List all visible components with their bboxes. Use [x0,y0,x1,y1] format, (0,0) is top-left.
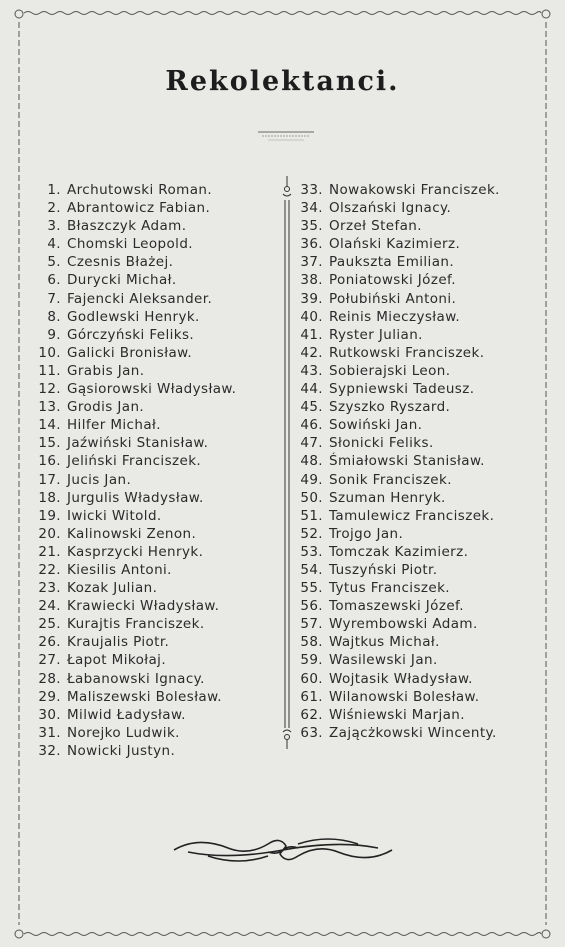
list-item [298,290,500,308]
entry-number: 33. [300,182,323,198]
entry-name: Wilanowski Bolesław. [329,688,480,705]
list-item [298,670,500,688]
list-item [34,235,236,253]
column-divider [280,176,294,751]
title-underline [258,129,314,143]
entry-number: 37. [300,254,323,271]
entry-name: Jurgulis Władysław. [67,489,204,506]
entry-number: 5. [47,254,61,271]
list-item [298,217,500,235]
list-item [34,290,236,308]
list-item [298,362,500,380]
entry-number: 17. [38,471,61,488]
entry-name: Jucis Jan. [67,471,132,488]
entry-name: Kasprzycki Henryk. [67,543,204,560]
list-item [298,253,500,271]
names-column-left [34,181,236,760]
entry-name: Nowicki Justyn. [67,742,176,759]
list-item [34,579,236,597]
entry-name: Słonicki Feliks. [329,435,434,452]
list-item [298,561,500,579]
entry-number: 8. [47,308,61,325]
entry-number: 35. [300,218,323,235]
list-item [298,434,500,452]
entry-number: 53. [300,543,323,560]
entry-name: Wasilewski Jan. [329,652,438,669]
entry-number: 38. [300,272,323,289]
entry-name: Kurajtis Franciszek. [67,616,205,633]
entry-number: 46. [300,417,323,434]
entry-number: 57. [300,616,323,633]
entry-name: Tytus Franciszek. [329,580,450,597]
entry-name: Śmiałowski Stanisław. [329,453,485,470]
entry-name: Durycki Michał. [67,272,177,289]
entry-number: 28. [38,670,61,687]
list-item [34,326,236,344]
list-item [34,724,236,742]
entry-name: Milwid Ładysław. [67,706,186,723]
list-item [298,543,500,561]
list-item [34,199,236,217]
entry-name: Wyrembowski Adam. [329,616,478,633]
entry-name: Archutowski Roman. [67,182,213,198]
list-item [34,507,236,525]
list-item [34,471,236,489]
entry-name: Ryster Julian. [329,326,423,343]
entry-name: Pauksztа Emilian. [329,254,455,271]
list-item [298,471,500,489]
entry-name: Zającżkowski Wincenty. [329,724,497,741]
entry-name: Galicki Bronisław. [67,344,193,361]
entry-number: 16. [38,453,61,470]
entry-number: 44. [300,381,323,398]
list-item [34,253,236,271]
entry-name: Sobierajski Leon. [329,362,451,379]
list-item [34,615,236,633]
entry-name: Czesnis Błażej. [67,254,174,271]
entry-name: Jeliński Franciszek. [67,453,202,470]
list-item [34,633,236,651]
list-item [34,742,236,760]
entry-name: Reinis Mieczysław. [329,308,461,325]
entry-name: Grabis Jan. [67,362,145,379]
entry-name: Tomaszewski Józef. [329,598,464,615]
entry-number: 62. [300,706,323,723]
entry-number: 58. [300,634,323,651]
entry-name: Grodis Jan. [67,399,145,416]
list-item [34,597,236,615]
entry-number: 30. [38,706,61,723]
entry-number: 43. [300,362,323,379]
list-item [34,217,236,235]
entry-name: Rutkowski Franciszek. [329,344,485,361]
entry-name: Tamulewicz Franciszek. [329,507,495,524]
list-item [34,688,236,706]
list-item [298,271,500,289]
entry-name: Błaszczyk Adam. [67,218,187,235]
list-item [34,525,236,543]
entry-number: 40. [300,308,323,325]
list-item [298,507,500,525]
entry-number: 18. [38,489,61,506]
entry-name: Maliszewski Bolesław. [67,688,222,705]
list-item [298,308,500,326]
list-item [34,271,236,289]
entry-name: Łapot Mikołaj. [67,652,167,669]
list-item [298,181,500,199]
entry-number: 26. [38,634,61,651]
entry-number: 4. [47,236,61,253]
list-item [298,416,500,434]
entry-number: 55. [300,580,323,597]
list-item [34,434,236,452]
list-item [298,199,500,217]
entry-number: 32. [38,742,61,759]
list-item [298,380,500,398]
entry-number: 63. [300,724,323,741]
list-item [298,326,500,344]
list-item [298,489,500,507]
list-item [34,651,236,669]
entry-number: 47. [300,435,323,452]
entry-number: 7. [47,290,61,307]
entry-number: 19. [38,507,61,524]
names-column-right [298,181,500,742]
entry-name: Kalinowski Zenon. [67,525,197,542]
entry-name: Iwicki Witold. [67,507,162,524]
entry-number: 27. [38,652,61,669]
entry-number: 51. [300,507,323,524]
entry-number: 11. [38,362,61,379]
entry-number: 2. [47,200,61,217]
list-item [298,579,500,597]
list-item [34,452,236,470]
list-item [34,416,236,434]
entry-number: 9. [47,326,61,343]
list-item [34,561,236,579]
entry-name: Trojgo Jan. [329,525,404,542]
list-item [298,633,500,651]
entry-number: 56. [300,598,323,615]
entry-name: Fajencki Aleksander. [67,290,213,307]
entry-name: Norejko Ludwik. [67,724,180,741]
entry-name: Górczyński Feliks. [67,326,195,343]
entry-number: 6. [47,272,61,289]
entry-name: Abrantowicz Fabian. [67,200,211,217]
entry-name: Szuman Henryk. [329,489,446,506]
list-item [34,489,236,507]
entry-number: 50. [300,489,323,506]
list-item [298,706,500,724]
entry-number: 41. [300,326,323,343]
entry-number: 61. [300,688,323,705]
list-item [34,308,236,326]
list-item [298,235,500,253]
entry-number: 1. [47,182,61,198]
list-item [34,398,236,416]
list-item [298,525,500,543]
entry-number: 60. [300,670,323,687]
entry-name: Gąsiorowski Władysław. [67,381,237,398]
entry-name: Godlewski Henryk. [67,308,200,325]
list-item [298,651,500,669]
list-item [34,362,236,380]
entry-number: 21. [38,543,61,560]
entry-name: Szyszko Ryszard. [329,399,451,416]
list-item [298,398,500,416]
entry-name: Połubiński Antoni. [329,290,457,307]
list-item [34,670,236,688]
entry-name: Sonik Franciszek. [329,471,452,488]
entry-name: Tuszyński Piotr. [329,561,438,578]
entry-number: 29. [38,688,61,705]
entry-number: 15. [38,435,61,452]
entry-number: 24. [38,598,61,615]
list-item [34,543,236,561]
entry-number: 23. [38,580,61,597]
entry-number: 13. [38,399,61,416]
entry-number: 22. [38,561,61,578]
list-item [34,344,236,362]
entry-number: 36. [300,236,323,253]
entry-number: 12. [38,381,61,398]
entry-name: Olszański Ignacy. [329,200,452,217]
entry-name: Kraujalis Piotr. [67,634,170,651]
entry-number: 45. [300,399,323,416]
entry-number: 31. [38,724,61,741]
entry-name: Sowiński Jan. [329,417,423,434]
entry-name: Kiesilis Antoni. [67,561,172,578]
entry-number: 59. [300,652,323,669]
entry-name: Łabanowski Ignacy. [67,670,205,687]
entry-number: 10. [38,344,61,361]
list-item [298,597,500,615]
list-item [298,724,500,742]
entry-number: 52. [300,525,323,542]
entry-name: Hilfer Michał. [67,417,161,434]
entry-number: 48. [300,453,323,470]
entry-name: Nowakowski Franciszek. [329,182,500,198]
entry-number: 49. [300,471,323,488]
list-item [34,181,236,199]
entry-name: Olański Kazimierz. [329,236,461,253]
entry-name: Orzeł Stefan. [329,218,422,235]
entry-name: Tomczak Kazimierz. [329,543,469,560]
flourish-ornament [168,826,398,874]
page-title: Rekolektanci. [165,66,400,97]
entry-name: Jaźwiński Stanisław. [67,435,209,452]
entry-number: 25. [38,616,61,633]
entry-name: Wiśniewski Marjan. [329,706,465,723]
entry-number: 34. [300,200,323,217]
entry-number: 42. [300,344,323,361]
entry-name: Wojtasik Władysław. [329,670,473,687]
entry-number: 39. [300,290,323,307]
entry-name: Krawiecki Władysław. [67,598,220,615]
entry-number: 54. [300,561,323,578]
entry-name: Sypniewski Tadeusz. [329,381,475,398]
entry-number: 20. [38,525,61,542]
entry-number: 3. [47,218,61,235]
list-item [298,615,500,633]
list-item [298,688,500,706]
entry-number: 14. [38,417,61,434]
list-item [298,344,500,362]
entry-name: Chomski Leopold. [67,236,193,253]
list-item [34,380,236,398]
entry-name: Wajtkus Michał. [329,634,440,651]
list-item [34,706,236,724]
list-item [298,452,500,470]
entry-name: Kozak Julian. [67,580,158,597]
entry-name: Poniatowski Józef. [329,272,456,289]
